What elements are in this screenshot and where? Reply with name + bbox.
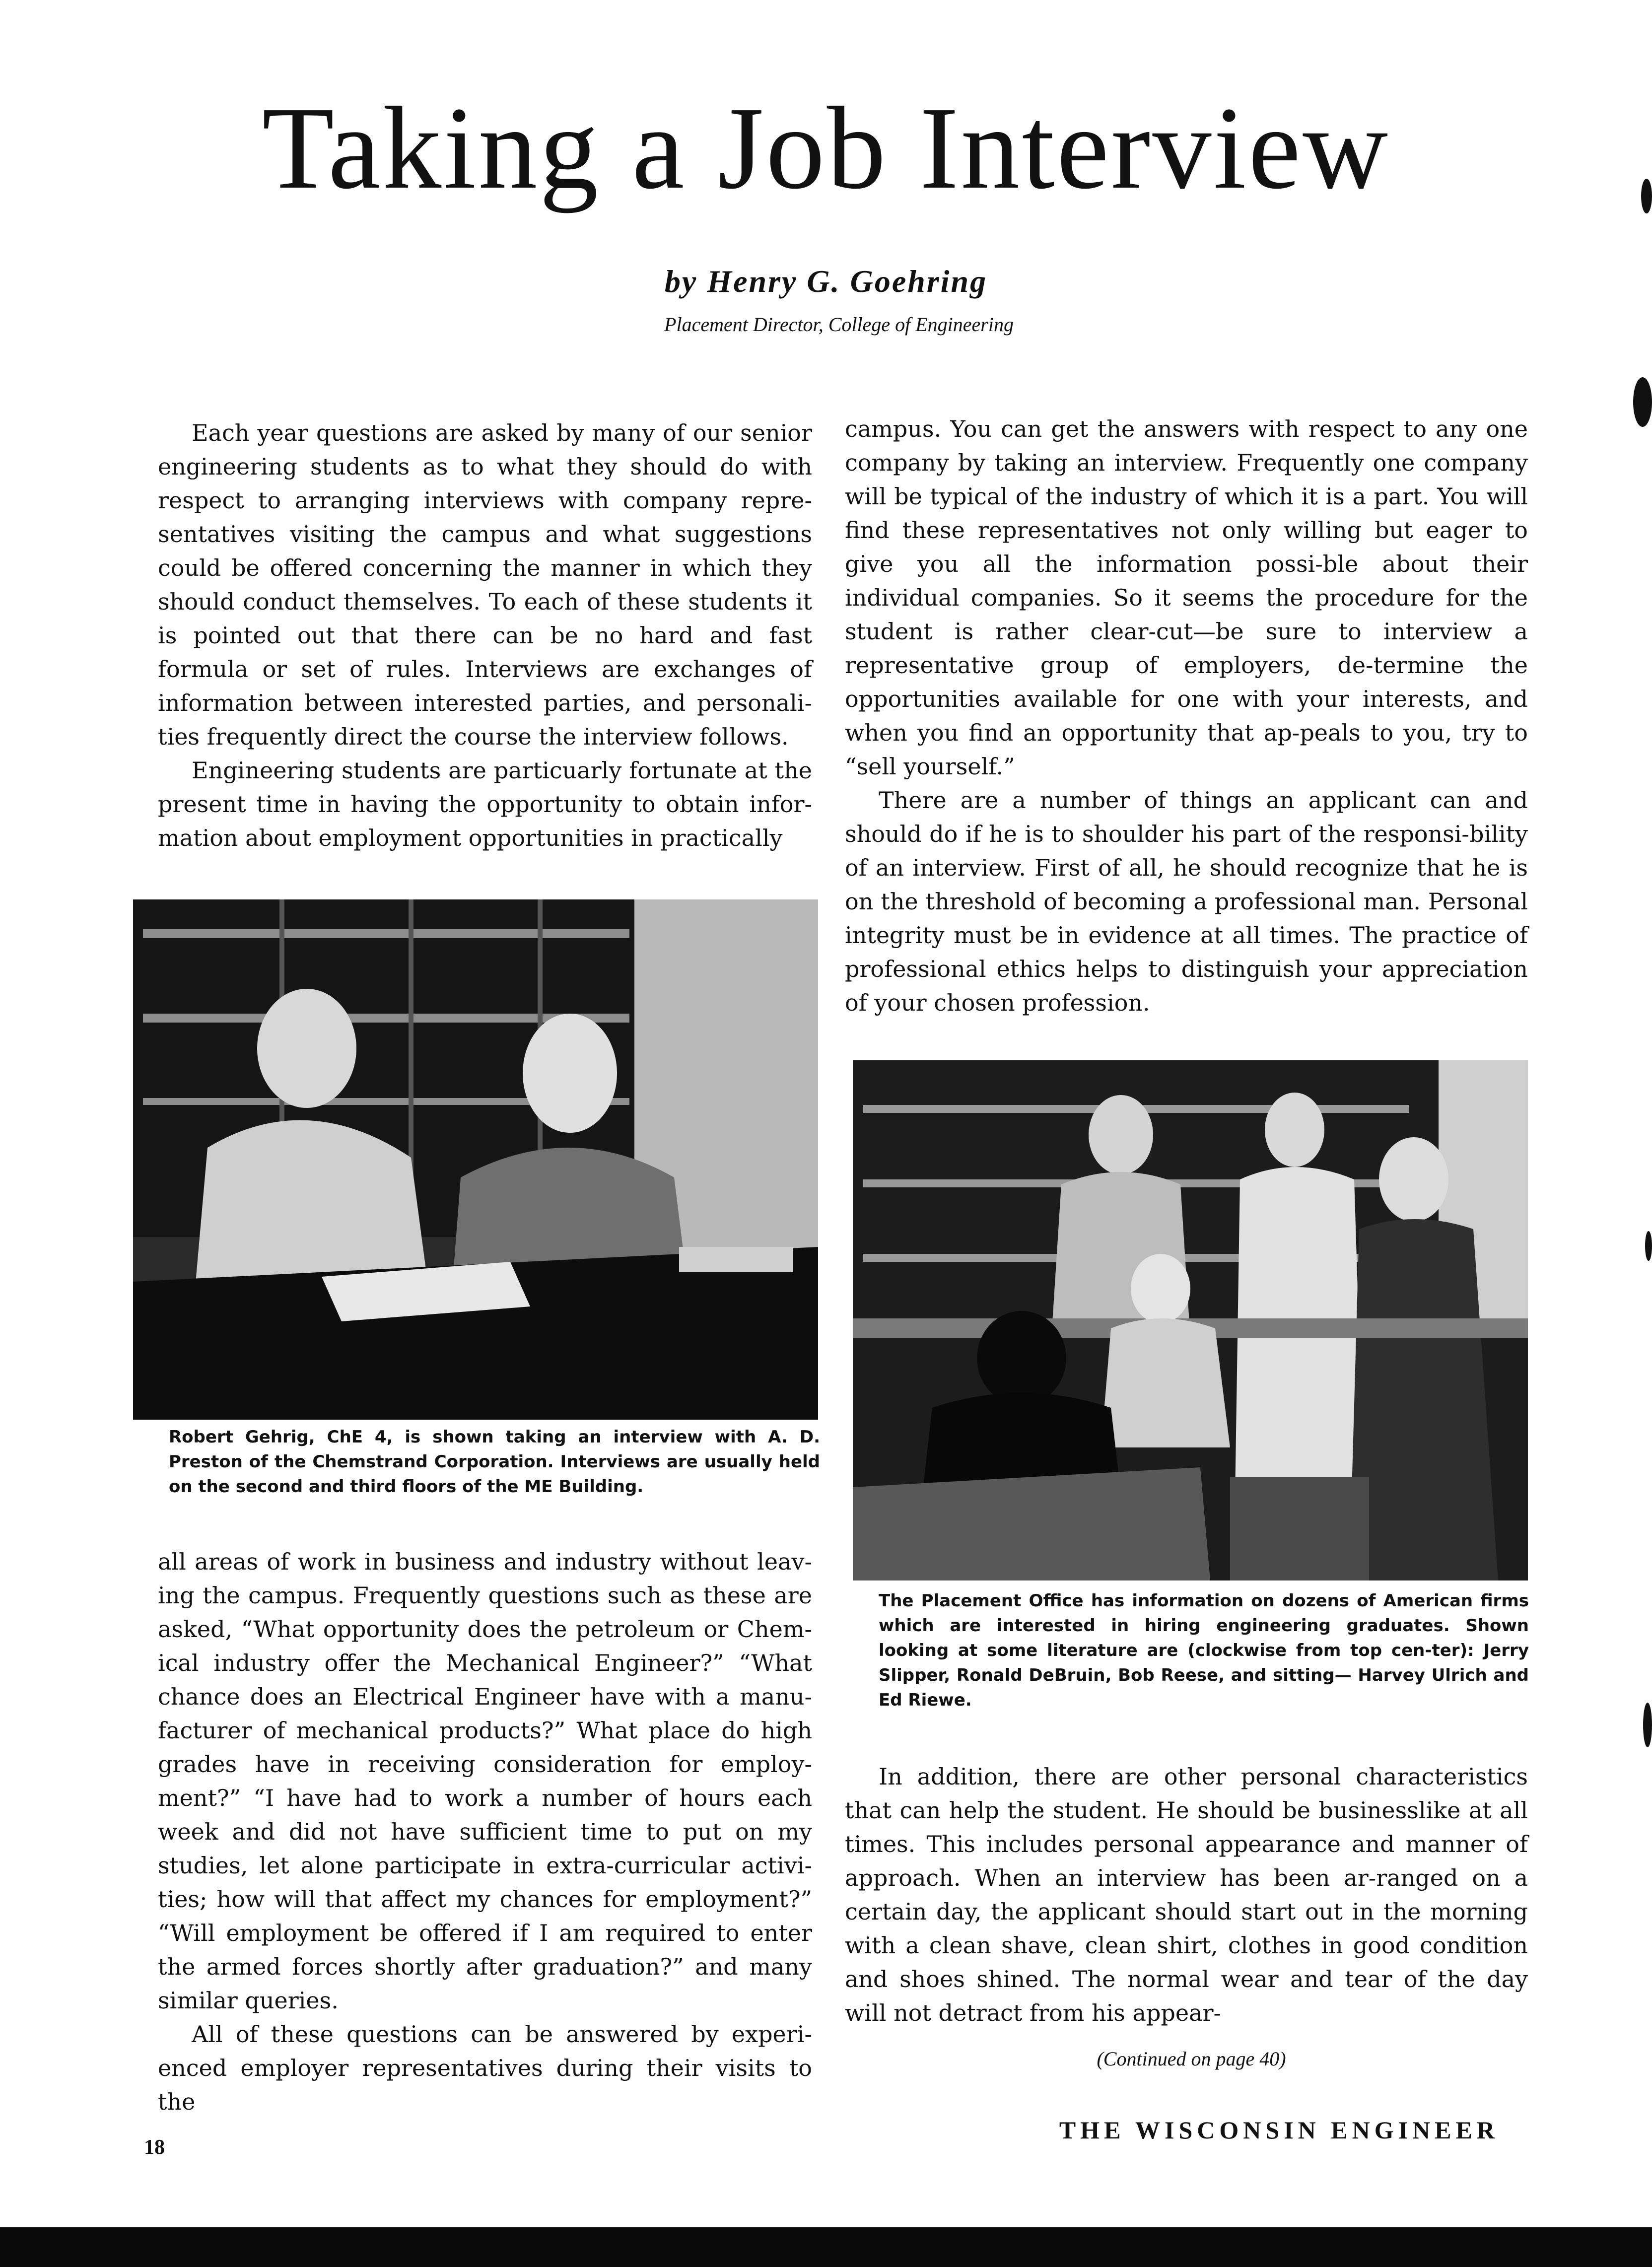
paragraph: campus. You can get the answers with respect to any one company by taking an interview. Frequently one company will be typical of the industry of which it is a part. You will find these representatives not only willing but eager to give you all the information possi-ble about their individual companies. So it seems the procedure for the student is rather clear-cut—be sure to interview a representative group of employers, de-termine the opportunities available for one with your interests, and when you find an opportunity that ap-peals to you, try to “sell yourself.”	[845, 415, 1528, 780]
placement-office-photo-illustration	[853, 1060, 1528, 1580]
scan-edge-mark	[1641, 179, 1652, 213]
paragraph: all areas of work in business and industry without leav-ing the campus. Frequently questions such as these are asked, “What opportunity does the petroleum or Chem-ical industry offer the Mechanical Engineer?” “What chance does an Electrical Engineer have with a manu-facturer of mechanical products?” What place do high grades have in receiving consideration for employ-ment?” “I have had to work a number of hours each week and did not have sufficient time to put on my studies, let alone participate in extra-curricular activi-ties; how will that affect my chances for employment?” “Will employment be offered if I am required to enter the armed forces shortly after graduation?” and many similar queries.	[158, 1548, 812, 2014]
photo2-caption: The Placement Office has information on dozens of American firms which are interested in hiring engineering graduates. Shown looking at some literature are (clockwise from top cen-ter): Jerry Slipper, Ronald DeBruin, Bob Reese, and sitting— Harvey Ulrich and Ed Riewe.	[879, 1591, 1529, 1710]
publication-name: THE WISCONSIN ENGINEER	[1059, 2116, 1499, 2144]
continued-note: (Continued on page 40)	[1097, 2048, 1286, 2070]
scan-edge-mark	[1633, 377, 1652, 427]
article-title: Taking a Job Interview	[262, 83, 1390, 213]
byline: by Henry G. Goehring	[664, 264, 988, 299]
paragraph: There are a number of things an applicant can and should do if he is to shoulder his part of the responsi-bility of an interview. First of all, he should recognize that he is on the threshold of becoming a professional man. Personal integrity must be in evidence at all times. The practice of professional ethics helps to distinguish your appreciation of your chosen profession.	[845, 787, 1528, 1016]
interview-photo-illustration	[133, 899, 818, 1420]
paragraph: In addition, there are other personal characteristics that can help the student. He should be businesslike at all times. This includes personal appearance and manner of approach. When an interview has been ar-ranged on a certain day, the applicant should start out in the morning with a clean shave, clean shirt, clothes in good condition and shoes shined. The normal wear and tear of the day will not detract from his appear-	[845, 1763, 1528, 2026]
paragraph: All of these questions can be answered by experi-enced employer representatives during their visits to the	[158, 2021, 812, 2115]
paragraph: Each year questions are asked by many of our senior engineering students as to what they should do with respect to arranging interviews with company repre-sentatives visiting the campus and what suggestions could be offered concerning the manner in which they should conduct themselves. To each of these students it is pointed out that there can be no hard and fast formula or set of rules. Interviews are exchanges of information between interested parties, and personali-ties frequently direct the course the interview follows.	[158, 419, 812, 750]
page-number: 18	[144, 2136, 165, 2159]
author-position: Placement Director, College of Engineering	[664, 313, 1014, 336]
right-column-bottom	[845, 1760, 1528, 2030]
paragraph: Engineering students are particuarly fortunate at the present time in having the opportunity to obtain infor-mation about employment opportunities in practically	[158, 757, 812, 851]
photo1-caption: Robert Gehrig, ChE 4, is shown taking an interview with A. D. Preston of the Chemstrand Corporation. Interviews are usually held on the second and third floors of the ME Building.	[169, 1427, 820, 1497]
placement-office-photo	[853, 1060, 1528, 1580]
scan-edge-mark	[1645, 1231, 1652, 1261]
right-column-top	[845, 412, 1528, 1020]
scan-bottom-border	[0, 2227, 1652, 2267]
interview-photo	[133, 899, 818, 1420]
left-column-bottom	[158, 1545, 812, 2119]
scan-edge-mark	[1643, 1703, 1652, 1747]
left-column-top	[158, 416, 812, 855]
